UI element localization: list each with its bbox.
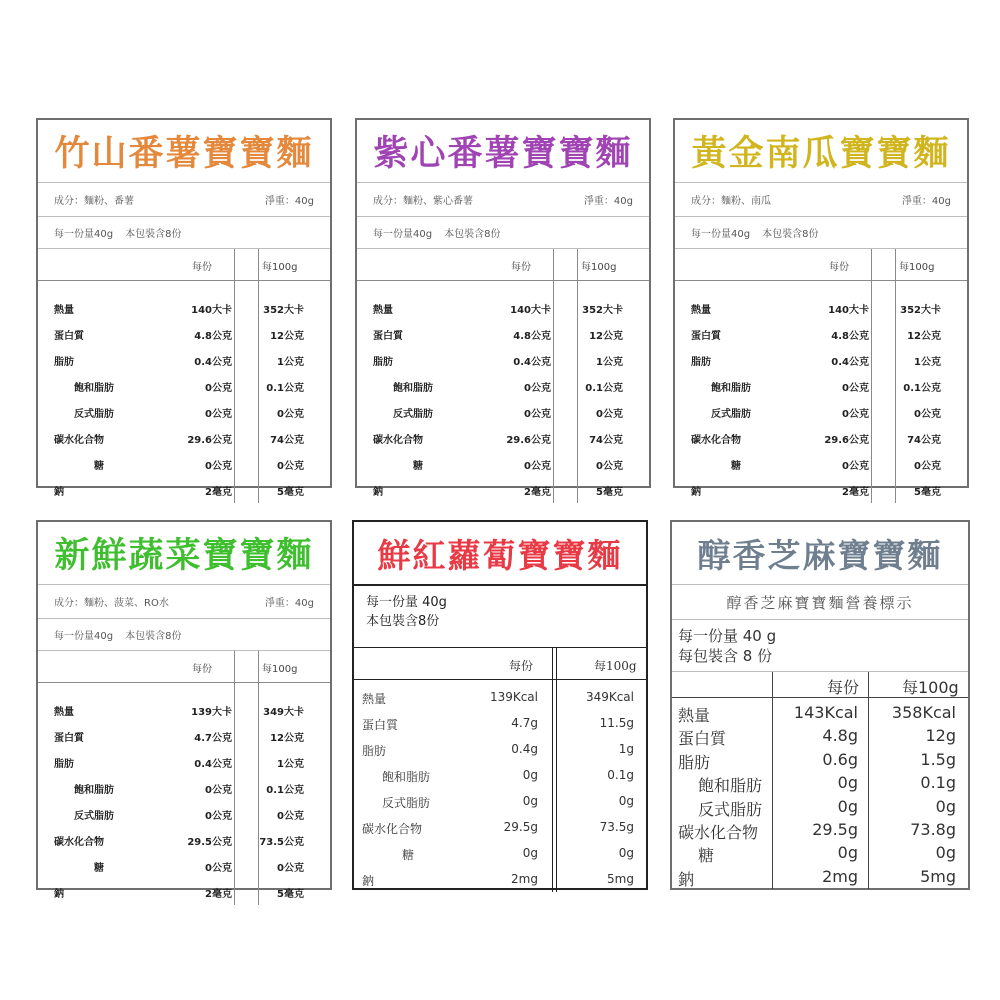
value-per-serving: 0g: [837, 843, 858, 863]
nutrient-row: [38, 749, 330, 775]
value-per-100g: 0.1g: [607, 768, 634, 782]
nutrient-row: [38, 477, 330, 503]
nutrient-row: [357, 295, 649, 321]
value-per-100g: 0.1g: [920, 773, 956, 793]
nutrition-card-bamboo-sweet-potato: [36, 118, 332, 498]
ingredients-text: 成分：麵粉、紫心番薯: [373, 196, 473, 207]
nutrient-row: [38, 827, 330, 853]
value-per-serving: 2毫克: [205, 487, 232, 498]
value-per-serving: 0.4g: [511, 742, 538, 756]
value-per-serving: 29.6公克: [824, 435, 869, 446]
serving-info: [354, 586, 646, 648]
nutrient-label: 糖: [731, 461, 741, 472]
value-per-100g: 0g: [618, 846, 634, 860]
value-per-100g: 352大卡: [263, 305, 304, 316]
nutrient-row: [354, 684, 646, 710]
value-per-100g: 358Kcal: [891, 703, 956, 722]
nutrient-row: [357, 399, 649, 425]
nutrient-row: [38, 295, 330, 321]
nutrient-row: [38, 347, 330, 373]
value-per-100g: 0.1公克: [585, 383, 623, 394]
value-per-serving: 0公克: [205, 461, 232, 472]
value-per-serving: 2毫克: [524, 487, 551, 498]
value-per-serving: 140大卡: [191, 305, 232, 316]
nutrient-row: [38, 373, 330, 399]
value-per-serving: 4.7g: [511, 716, 538, 730]
value-per-serving: 4.8公克: [194, 331, 232, 342]
nutrient-row: [675, 321, 967, 347]
servings-per-package: 本包裝含8份: [762, 229, 819, 240]
nutrient-label: 脂肪: [362, 744, 387, 758]
value-per-serving: 0.4公克: [194, 759, 232, 770]
nutrient-label: 熱量: [54, 305, 74, 316]
nutrient-label: 鈉: [691, 487, 701, 498]
ingredients-text: 成分：麵粉、南瓜: [691, 196, 771, 207]
nutrient-label: 鈉: [362, 874, 375, 888]
nutrient-label: 鈉: [373, 487, 383, 498]
value-per-100g: 0.1公克: [903, 383, 941, 394]
value-per-100g: 0公克: [277, 461, 304, 472]
servings-per-package: 每包裝含 8 份: [678, 647, 773, 665]
card-title: 竹山番薯寶寶麵: [38, 120, 330, 183]
header-per-100g: 每100g: [594, 659, 637, 673]
table-header: [357, 249, 649, 281]
value-per-serving: 29.6公克: [187, 435, 232, 446]
nutrient-row: [672, 819, 968, 842]
nutrient-row: [354, 866, 646, 892]
value-per-serving: 139Kcal: [489, 690, 538, 704]
value-per-100g: 5毫克: [596, 487, 623, 498]
value-per-100g: 5毫克: [277, 889, 304, 900]
nutrient-label: 糖: [413, 461, 423, 472]
ingredient-line: [357, 183, 649, 217]
serving-info: [672, 620, 968, 672]
nutrient-label: 碳水化合物: [691, 435, 741, 446]
nutrient-row: [354, 710, 646, 736]
nutrition-table: [354, 648, 646, 892]
card-title: 紫心番薯寶寶麵: [357, 120, 649, 183]
nutrient-label: 飽和脂肪: [74, 785, 114, 796]
value-per-serving: 4.7公克: [194, 733, 232, 744]
value-per-serving: 4.8公克: [513, 331, 551, 342]
value-per-100g: 0g: [618, 794, 634, 808]
nutrient-label: 脂肪: [54, 357, 74, 368]
nutrient-label: 反式脂肪: [382, 796, 431, 810]
nutrient-label: 鈉: [678, 869, 695, 889]
card-title: 鮮紅蘿蔔寶寶麵: [354, 522, 646, 586]
nutrition-card-sesame: [670, 520, 970, 890]
nutrient-row: [672, 749, 968, 772]
nutrient-row: [357, 425, 649, 451]
value-per-100g: 5毫克: [277, 487, 304, 498]
value-per-100g: 0公克: [596, 461, 623, 472]
header-per-serving: 每份: [829, 262, 849, 273]
value-per-100g: 0g: [935, 843, 956, 863]
nutrient-label: 脂肪: [54, 759, 74, 770]
nutrient-label: 熱量: [678, 706, 711, 725]
nutrient-row: [38, 801, 330, 827]
table-header: [354, 648, 646, 680]
header-per-serving: 每份: [509, 659, 534, 673]
nutrient-label: 飽和脂肪: [382, 770, 431, 784]
value-per-100g: 0公克: [277, 409, 304, 420]
nutrient-row: [357, 477, 649, 503]
nutrient-row: [675, 373, 967, 399]
serving-info: [38, 217, 330, 249]
nutrient-label: 飽和脂肪: [711, 383, 751, 394]
nutrient-label: 反式脂肪: [698, 799, 763, 819]
nutrient-row: [357, 373, 649, 399]
value-per-serving: 140大卡: [510, 305, 551, 316]
table-header: [675, 249, 967, 281]
value-per-100g: 352大卡: [582, 305, 623, 316]
value-per-100g: 1公克: [277, 357, 304, 368]
value-per-serving: 0g: [522, 768, 538, 782]
nutrient-label: 糖: [94, 461, 104, 472]
nutrition-card-fresh-carrot: [352, 520, 648, 890]
nutrient-label: 熱量: [373, 305, 393, 316]
value-per-serving: 0公克: [524, 383, 551, 394]
nutrition-table: [357, 249, 649, 503]
nutrient-label: 反式脂肪: [74, 811, 114, 822]
value-per-serving: 29.5公克: [187, 837, 232, 848]
nutrient-label: 飽和脂肪: [74, 383, 114, 394]
nutrient-row: [38, 879, 330, 905]
header-per-100g: 每100g: [262, 262, 298, 273]
nutrient-row: [672, 866, 968, 889]
value-per-serving: 2毫克: [205, 889, 232, 900]
ingredients-text: 成分：麵粉、菠菜、RO水: [54, 598, 169, 609]
value-per-100g: 1g: [618, 742, 634, 756]
servings-per-package: 本包裝含8份: [125, 229, 182, 240]
ingredient-line: [675, 183, 967, 217]
nutrient-label: 鈉: [54, 889, 64, 900]
value-per-100g: 0.1公克: [266, 785, 304, 796]
nutrient-label: 碳水化合物: [362, 822, 423, 836]
ingredient-line: [38, 585, 330, 619]
value-per-serving: 2mg: [511, 872, 538, 886]
nutrient-label: 蛋白質: [691, 331, 721, 342]
value-per-100g: 73.5公克: [259, 837, 304, 848]
header-per-serving: 每份: [827, 678, 860, 697]
nutrient-label: 碳水化合物: [54, 435, 104, 446]
value-per-serving: 4.8公克: [831, 331, 869, 342]
nutrient-row: [675, 451, 967, 477]
value-per-100g: 0公克: [596, 409, 623, 420]
value-per-100g: 0g: [935, 796, 956, 816]
nutrition-table: [675, 249, 967, 503]
nutrient-label: 脂肪: [373, 357, 393, 368]
value-per-serving: 4.8g: [822, 726, 858, 746]
value-per-serving: 29.5g: [503, 820, 538, 834]
nutrition-card-purple-sweet-potato: [355, 118, 651, 498]
nutrient-label: 蛋白質: [373, 331, 403, 342]
value-per-serving: 140大卡: [828, 305, 869, 316]
servings-per-package: 本包裝含8份: [366, 614, 440, 629]
serving-info: [675, 217, 967, 249]
nutrition-card-fresh-vegetable: [36, 520, 332, 900]
nutrient-row: [357, 321, 649, 347]
value-per-serving: 0g: [837, 796, 858, 816]
value-per-100g: 352大卡: [900, 305, 941, 316]
nutrient-row: [675, 347, 967, 373]
value-per-100g: 0公克: [914, 409, 941, 420]
ingredient-line: [38, 183, 330, 217]
serving-size: 每一份量 40g: [366, 595, 447, 610]
card-title: 新鮮蔬菜寶寶麵: [38, 522, 330, 585]
nutrient-label: 脂肪: [678, 752, 711, 772]
serving-size: 每一份量40g: [691, 229, 751, 240]
nutrient-row: [354, 762, 646, 788]
nutrient-label: 熱量: [54, 707, 74, 718]
value-per-serving: 0公克: [205, 785, 232, 796]
value-per-serving: 0公克: [524, 461, 551, 472]
nutrient-row: [675, 477, 967, 503]
table-header: [672, 672, 968, 698]
header-per-serving: 每份: [192, 664, 212, 675]
header-per-100g: 每100g: [902, 678, 959, 697]
value-per-100g: 12公克: [270, 331, 304, 342]
nutrient-row: [354, 788, 646, 814]
value-per-100g: 1.5g: [920, 749, 956, 769]
value-per-serving: 0g: [522, 794, 538, 808]
nutrient-label: 糖: [698, 846, 715, 866]
nutrition-table: [38, 249, 330, 503]
nutrient-row: [38, 451, 330, 477]
value-per-100g: 12公克: [589, 331, 623, 342]
nutrient-row: [38, 723, 330, 749]
value-per-serving: 2毫克: [842, 487, 869, 498]
value-per-100g: 1公克: [596, 357, 623, 368]
table-header: [38, 249, 330, 281]
serving-info: [38, 619, 330, 651]
table-header: [38, 651, 330, 683]
nutrient-label: 反式脂肪: [711, 409, 751, 420]
serving-size: 每一份量40g: [54, 631, 114, 642]
nutrient-row: [675, 295, 967, 321]
nutrition-card-golden-pumpkin: [673, 118, 969, 498]
value-per-serving: 0公克: [205, 863, 232, 874]
nutrient-row: [38, 775, 330, 801]
nutrient-row: [38, 697, 330, 723]
value-per-serving: 0公克: [205, 383, 232, 394]
header-per-serving: 每份: [192, 262, 212, 273]
value-per-100g: 5mg: [607, 872, 634, 886]
nutrient-row: [38, 321, 330, 347]
card-subtitle: 醇香芝麻寶寶麵營養標示: [672, 585, 968, 620]
value-per-serving: 0公克: [524, 409, 551, 420]
serving-size: 每一份量40g: [373, 229, 433, 240]
serving-size: 每一份量 40 g: [678, 627, 777, 645]
value-per-serving: 0公克: [205, 811, 232, 822]
value-per-100g: 0公克: [914, 461, 941, 472]
net-weight-text: 淨重：40g: [264, 196, 314, 207]
value-per-100g: 12g: [925, 726, 956, 746]
serving-size: 每一份量40g: [54, 229, 114, 240]
nutrient-row: [675, 399, 967, 425]
net-weight-text: 淨重：40g: [901, 196, 951, 207]
value-per-serving: 0.6g: [822, 749, 858, 769]
nutrient-row: [672, 702, 968, 725]
header-per-100g: 每100g: [581, 262, 617, 273]
nutrient-row: [672, 796, 968, 819]
nutrient-label: 碳水化合物: [54, 837, 104, 848]
net-weight-text: 淨重：40g: [583, 196, 633, 207]
nutrient-label: 蛋白質: [362, 718, 399, 732]
nutrient-label: 反式脂肪: [393, 409, 433, 420]
value-per-serving: 0.4公克: [831, 357, 869, 368]
net-weight-text: 淨重：40g: [264, 598, 314, 609]
nutrient-row: [38, 853, 330, 879]
value-per-serving: 29.6公克: [506, 435, 551, 446]
value-per-100g: 12公克: [907, 331, 941, 342]
nutrient-label: 蛋白質: [678, 729, 727, 749]
value-per-serving: 29.5g: [812, 819, 858, 839]
nutrient-label: 熱量: [691, 305, 711, 316]
card-title: 醇香芝麻寶寶麵: [672, 522, 968, 585]
nutrient-row: [672, 842, 968, 865]
value-per-serving: 0公克: [842, 383, 869, 394]
value-per-100g: 0.1公克: [266, 383, 304, 394]
value-per-100g: 1公克: [914, 357, 941, 368]
nutrition-table: [38, 651, 330, 905]
nutrient-label: 反式脂肪: [74, 409, 114, 420]
value-per-serving: 139大卡: [191, 707, 232, 718]
value-per-serving: 0.4公克: [194, 357, 232, 368]
value-per-100g: 11.5g: [599, 716, 634, 730]
nutrient-label: 蛋白質: [54, 331, 84, 342]
nutrient-label: 脂肪: [691, 357, 711, 368]
value-per-100g: 0公克: [277, 811, 304, 822]
value-per-serving: 0.4公克: [513, 357, 551, 368]
nutrition-table: [672, 672, 968, 889]
nutrient-label: 糖: [94, 863, 104, 874]
nutrient-row: [354, 840, 646, 866]
value-per-100g: 73.8g: [910, 819, 956, 839]
servings-per-package: 本包裝含8份: [125, 631, 182, 642]
value-per-100g: 74公克: [589, 435, 623, 446]
nutrient-label: 蛋白質: [54, 733, 84, 744]
nutrient-label: 鈉: [54, 487, 64, 498]
nutrient-row: [672, 725, 968, 748]
header-per-100g: 每100g: [899, 262, 935, 273]
nutrient-row: [38, 425, 330, 451]
value-per-serving: 0g: [522, 846, 538, 860]
value-per-100g: 1公克: [277, 759, 304, 770]
nutrient-label: 飽和脂肪: [698, 776, 763, 796]
value-per-100g: 349Kcal: [585, 690, 634, 704]
nutrient-row: [357, 347, 649, 373]
header-per-100g: 每100g: [262, 664, 298, 675]
nutrient-label: 熱量: [362, 692, 387, 706]
value-per-100g: 12公克: [270, 733, 304, 744]
value-per-serving: 2mg: [822, 866, 858, 886]
nutrient-label: 飽和脂肪: [393, 383, 433, 394]
value-per-serving: 0公克: [842, 409, 869, 420]
serving-info: [357, 217, 649, 249]
nutrient-row: [357, 451, 649, 477]
nutrient-label: 糖: [402, 848, 415, 862]
value-per-100g: 5毫克: [914, 487, 941, 498]
nutrient-row: [38, 399, 330, 425]
value-per-serving: 0g: [837, 773, 858, 793]
ingredients-text: 成分：麵粉、番薯: [54, 196, 134, 207]
value-per-100g: 349大卡: [263, 707, 304, 718]
value-per-serving: 0公克: [842, 461, 869, 472]
card-title: 黃金南瓜寶寶麵: [675, 120, 967, 183]
nutrient-row: [354, 814, 646, 840]
value-per-100g: 74公克: [270, 435, 304, 446]
value-per-serving: 143Kcal: [793, 703, 858, 722]
header-per-serving: 每份: [511, 262, 531, 273]
value-per-100g: 74公克: [907, 435, 941, 446]
value-per-serving: 0公克: [205, 409, 232, 420]
value-per-100g: 0公克: [277, 863, 304, 874]
nutrient-row: [672, 772, 968, 795]
nutrient-row: [354, 736, 646, 762]
nutrient-label: 碳水化合物: [678, 822, 759, 842]
servings-per-package: 本包裝含8份: [444, 229, 501, 240]
value-per-100g: 5mg: [920, 866, 956, 886]
nutrient-row: [675, 425, 967, 451]
value-per-100g: 73.5g: [599, 820, 634, 834]
nutrient-label: 碳水化合物: [373, 435, 423, 446]
